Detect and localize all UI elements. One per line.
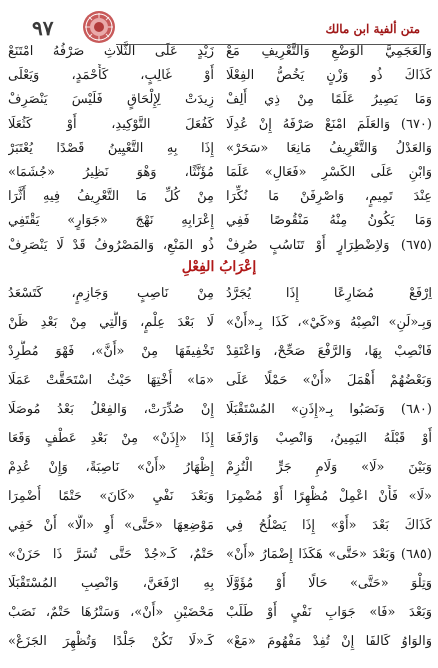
verse-first-hemistich: (٦٨٠) وَنَصَبُوا بِـ«إِذَنِ» المُسْتَقْبَلَا [226, 402, 432, 417]
verse-second-hemistich: «مَا» أُخْتِهَا حَيْثُ اسْتَحَقَّتْ عَمَلَا [8, 373, 214, 388]
verse-first-hemistich: (٦٧٠) وَالعَلَمَ امْنَعْ صَرْفَهُ إِنْ عُدِلَا [226, 116, 432, 132]
ornament-rosette-icon [82, 10, 116, 44]
verse-row [8, 113, 432, 137]
verse-second-hemistich: تَخْفِيفَهَا مِنْ «أَنَّ»، فَهْوَ مُطَّرِدْ [8, 344, 214, 359]
verse-first-hemistich: وَمَا يَصِيرُ عَلَمًا مِنْ ذِي أَلِفْ [226, 92, 432, 108]
verse-row [8, 369, 432, 393]
verse-second-hemistich: مِنْ كُلِّ مَا التَّعْرِيفُ فِيهِ أَثَّرَا [8, 189, 214, 205]
verse-second-hemistich: حَتْمٌ، كَـ«جُدْ حَتَّى تُسَرَّ ذَا حَزَنْ» [8, 547, 214, 562]
running-title: متن ألفية ابن مالك [325, 22, 420, 36]
verse-first-hemistich: وَبَعْضُهُمْ أَهْمَلَ «أَنْ» حَمْلًا عَلَى [226, 373, 432, 388]
verse-row [8, 572, 432, 596]
verse-row [8, 485, 432, 509]
verse-second-hemistich: بِهِ ارْفَعَنَّ، وَانْصِبِ المُسْتَقْبَلَا [8, 576, 214, 591]
verse-first-hemistich: (٦٨٥) وَبَعْدَ «حَتَّى» هَكَذَا إِضْمَارُ «أَنْ» [226, 547, 432, 562]
verse-first-hemistich: وَبَعْدَ «فَا» جَوَابِ نَفْيٍ أَوْ طَلَبْ [226, 605, 432, 620]
verse-row [8, 311, 432, 335]
verse-row [8, 340, 432, 364]
verse-first-hemistich: كَذَاكَ ذُو وَزْنٍ يَخُصُّ الفِعْلَا [226, 68, 432, 84]
verse-second-hemistich: مَحْضَيْنِ «أَنْ»، وَسَتْرُهَا حَتْمٌ، نَصَبْ [8, 605, 214, 620]
verse-second-hemistich: وَبَعْدَ نَفْيِ «كَانَ» حَتْمًا أُضْمِرَا [8, 489, 214, 504]
verse-row [8, 543, 432, 567]
verse-second-hemistich: لَا بَعْدَ عِلْمٍ، وَالَّتِي مِنْ بَعْدِ ظَنْ [8, 315, 214, 330]
verse-second-hemistich: مَوْضِعِهَا «حَتَّى» أَوِ «الَّا» أَنْ خَفِي [8, 518, 214, 533]
verse-first-hemistich: (٦٧٥) وَلاِضْطِرَارٍ أَوْ تَنَاسُبٍ صُرِفْ [226, 237, 432, 253]
verse-row [8, 282, 432, 306]
verse-row [8, 137, 432, 161]
verse-row [8, 427, 432, 451]
verse-second-hemistich: زَيْدٍ عَلَى الثَّلاثِ صَرْفُهُ امْتَنَعْ [8, 44, 214, 59]
verse-row [8, 630, 432, 654]
verse-row [8, 398, 432, 422]
verse-second-hemistich: إِعْرَابِهِ نَهْجَ «جَوَارٍ» يَقْتَفِي [8, 213, 214, 229]
section-title: إعْرَابُ الفِعْلِ [181, 259, 257, 275]
verse-first-hemistich: وَالوَاوُ كَالفَا إِنْ تُفِدْ مَفْهُومَ «مَعْ» [226, 634, 432, 649]
verse-second-hemistich: إِذَا بِهِ التَّعْيِينُ قَصْدًا يُعْتَبَرْ [8, 140, 214, 156]
verse-row [8, 209, 432, 233]
verse-row [8, 40, 432, 64]
verse-first-hemistich: وَمَا يَكُونُ مِنْهُ مَنْقُوصًا فَفِي [226, 213, 432, 229]
verse-second-hemistich: ذُو المَنْعِ، وَالمَصْرُوفُ قَدْ لَا يَنْصَرِفْ [8, 237, 214, 253]
verse-second-hemistich: إِظْهَارُ «أَنْ» نَاصِبَةً، وَإِنْ عُدِمْ [8, 460, 214, 475]
verse-second-hemistich: مُؤَنَّثًا، وَهْوَ نَظِيرُ «جُشَمَا» [8, 165, 214, 180]
verse-first-hemistich: اِرْفَعْ مُضَارِعًا إِذَا يُجَرَّدُ [226, 286, 432, 301]
verse-first-hemistich: عِنْدَ تَمِيمٍ، وَاصْرِفَنْ مَا نُكِّرَا [226, 189, 432, 205]
verse-row [8, 88, 432, 112]
verse-row [8, 64, 432, 88]
verse-first-hemistich: فَانْصِبْ بِهَا، وَالرَّفْعَ صَحِّحْ، وَاعْتَقِدْ [226, 344, 432, 359]
page-number: ٩٧ [32, 16, 54, 40]
verse-row [8, 456, 432, 480]
verse-first-hemistich: أَوْ قَبْلَهُ اليَمِينُ، وَانْصِبْ وَارْفَعَا [226, 431, 432, 446]
verse-first-hemistich: وَتِلْوَ «حَتَّى» حَالًا أَوْ مُؤَوَّلَا [226, 576, 432, 591]
verse-first-hemistich: وَابْنِ عَلَى الكَسْرِ «فَعَالِ» عَلَمَا [226, 165, 432, 180]
verse-second-hemistich: إِذَا «إِذَنْ» مِنْ بَعْدِ عَطْفٍ وَقَعَا [8, 431, 214, 446]
verse-second-hemistich: زِيدَتْ لِإِلْحَاقٍ فَلَيْسَ يَنْصَرِفْ [8, 92, 214, 108]
verse-second-hemistich: أَوْ غَالِبٍ، كَأَحْمَدٍ، وَيَعْلَى [8, 68, 214, 84]
verse-row [8, 601, 432, 625]
verse-row [8, 234, 432, 258]
verse-first-hemistich: وَبِـ«لَنِ» انْصِبْهُ وَ«كَيْ»، كَذَا بِـ«أَنْ» [226, 315, 432, 330]
verse-row [8, 514, 432, 538]
verse-first-hemistich: «لَا» فَأَنْ اعْمِلْ مُظْهِرًا أَوْ مُضْمِرَا [226, 489, 432, 504]
verse-first-hemistich: كَذَاكَ بَعْدَ «أَوْ» إِذَا يَصْلُحُ فِي [226, 518, 432, 533]
verse-row [8, 185, 432, 209]
verse-second-hemistich: إِنْ صُدِّرَتْ، وَالفِعْلُ بَعْدُ مُوصَلَا [8, 402, 214, 417]
verse-second-hemistich: كَـ«لَا تَكُنْ جَلْدًا وَتُظْهِرَ الجَزَعْ» [8, 634, 214, 649]
verse-row [8, 161, 432, 185]
verse-first-hemistich: وَالعَدْلُ وَالتَّعْرِيفُ مَانِعَا «سَحَرْ» [226, 140, 432, 156]
verse-first-hemistich: وَبَيْنَ «لَا» وَلَامِ جَرٍّ الْتُزِمْ [226, 460, 432, 475]
verse-second-hemistich: كَفُعَلَ التَّوْكِيدِ، أَوْ كَثُعَلَا [8, 116, 214, 132]
verse-second-hemistich: مِنْ نَاصِبٍ وَجَازِمٍ، كَتَسْعَدُ [8, 286, 214, 301]
verse-first-hemistich: وَالعَجَمِيَّ الوَضْعِ وَالتَّعْرِيفِ مَعْ [226, 44, 432, 59]
